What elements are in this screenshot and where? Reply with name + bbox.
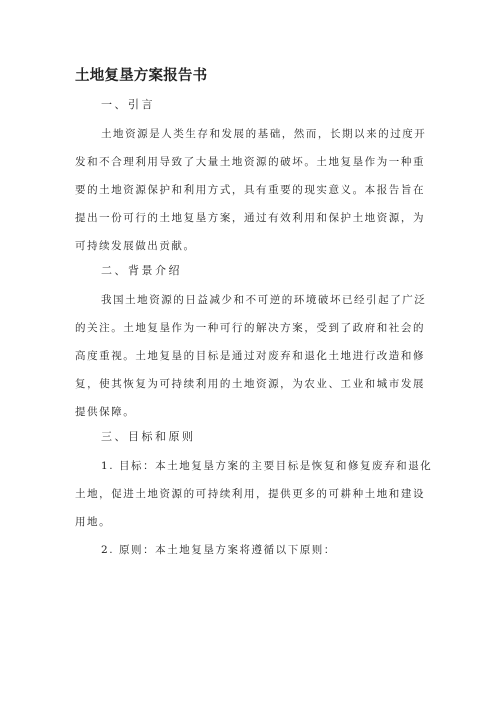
paragraph-line: 土地资源是人类生存和发展的基础，然而，长期以来的过度开 bbox=[101, 128, 427, 140]
paragraph-line: 要的土地资源保护和利用方式，具有重要的现实意义。本报告旨在 bbox=[75, 184, 425, 197]
paragraph-principles bbox=[75, 536, 425, 564]
paragraph-line: 我国土地资源的日益减少和不可逆的环境破坏已经引起了广泛 bbox=[101, 294, 427, 306]
paragraph-line: 的关注。土地复垦作为一种可行的解决方案，受到了政府和社会的 bbox=[75, 322, 425, 335]
paragraph-line: 土地，促进土地资源的可持续利用，提供更多的可耕种土地和建设 bbox=[75, 488, 425, 501]
paragraph-line: 2. 原则：本土地复垦方案将遵循以下原则： bbox=[101, 544, 336, 556]
section-heading-background: 二、背景介绍 bbox=[101, 264, 182, 277]
paragraph-background bbox=[75, 286, 425, 426]
paragraph-line: 可持续发展做出贡献。 bbox=[75, 240, 196, 253]
section-heading-goals-principles: 三、目标和原则 bbox=[101, 430, 196, 443]
paragraph-goals bbox=[75, 452, 433, 536]
paragraph-line: 用地。 bbox=[75, 516, 112, 529]
paragraph-line: 1. 目标：本土地复垦方案的主要目标是恢复和修复废弃和退化 bbox=[101, 460, 433, 472]
paragraph-line: 发和不合理利用导致了大量土地资源的破坏。土地复垦作为一种重 bbox=[75, 156, 425, 169]
paragraph-line: 高度重视。土地复垦的目标是通过对废弃和退化土地进行改造和修 bbox=[75, 350, 425, 363]
document-title: 土地复垦方案报告书 bbox=[75, 68, 208, 84]
paragraph-line: 提供保障。 bbox=[75, 406, 136, 419]
paragraph-line: 复，使其恢复为可持续利用的土地资源，为农业、工业和城市发展 bbox=[75, 378, 425, 391]
section-heading-introduction: 一、引言 bbox=[101, 98, 155, 111]
paragraph-line: 提出一份可行的土地复垦方案，通过有效利用和保护土地资源，为 bbox=[75, 212, 425, 225]
paragraph-introduction bbox=[75, 120, 425, 260]
